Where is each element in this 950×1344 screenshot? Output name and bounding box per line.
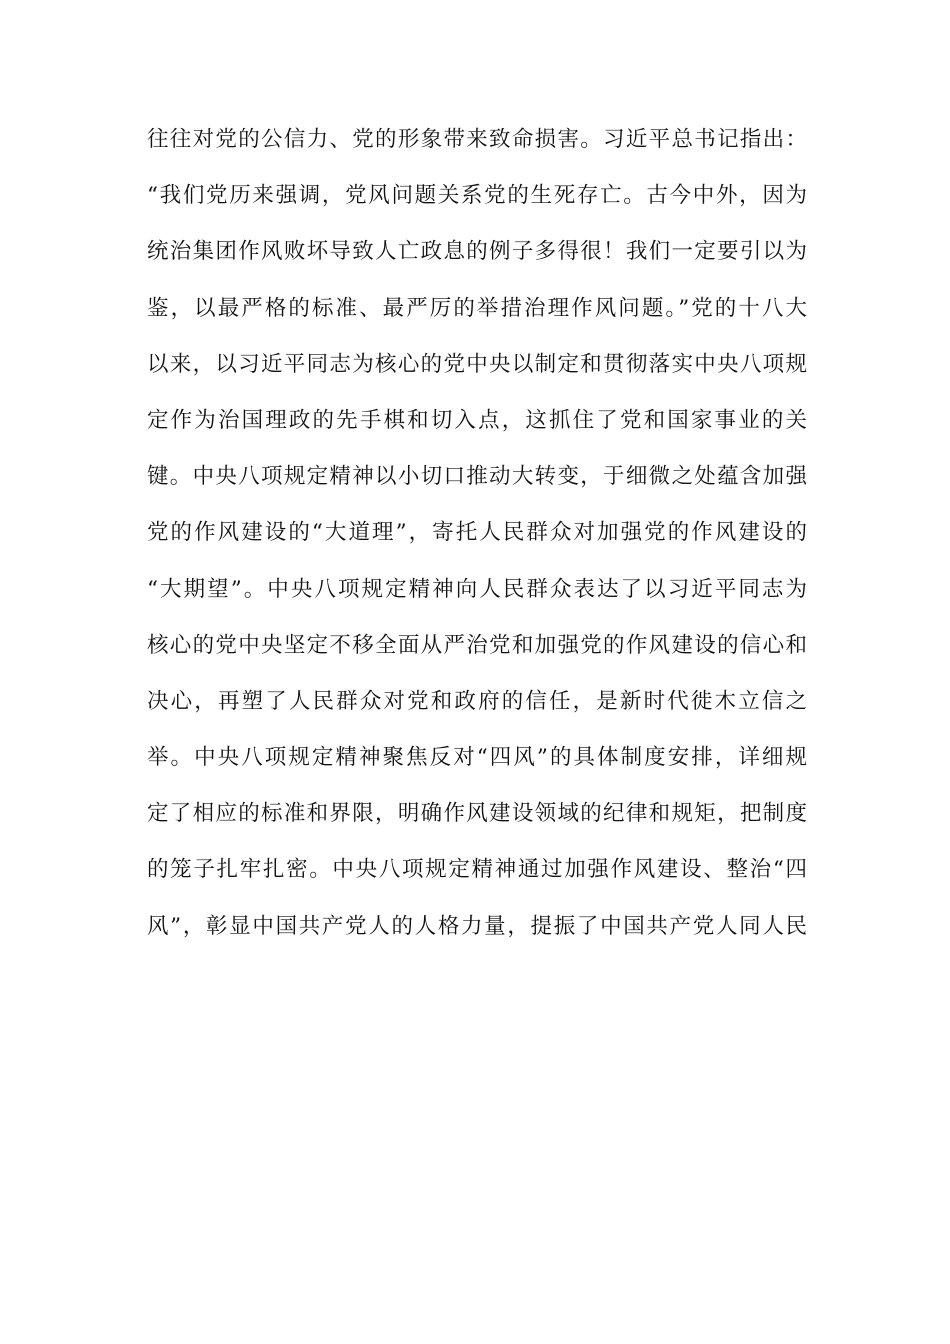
- text-line: 决心，再塑了人民群众对党和政府的信任，是新时代徙木立信之: [147, 688, 807, 714]
- text-line: 定了相应的标准和界限，明确作风建设领域的纪律和规矩，把制度: [147, 801, 807, 827]
- text-line: 统治集团作风败坏导致人亡政息的例子多得很！我们一定要引以为: [147, 239, 807, 265]
- text-line: 核心的党中央坚定不移全面从严治党和加强党的作风建设的信心和: [147, 632, 807, 658]
- text-line: 键。中央八项规定精神以小切口推动大转变，于细微之处蕴含加强: [147, 464, 807, 490]
- text-line: 往往对党的公信力、党的形象带来致命损害。习近平总书记指出：: [147, 127, 807, 152]
- text-line: “大期望”。中央八项规定精神向人民群众表达了以习近平同志为: [147, 576, 807, 602]
- text-line: 定作为治国理政的先手棋和切入点，这抓住了党和国家事业的关: [147, 407, 807, 433]
- document-body: [147, 118, 807, 961]
- text-line: 风”，彰显中国共产党人的人格力量，提振了中国共产党人同人民: [147, 913, 807, 939]
- text-line: “我们党历来强调，党风问题关系党的生死存亡。古今中外，因为: [147, 183, 807, 209]
- text-line: 党的作风建设的“大道理”，寄托人民群众对加强党的作风建设的: [147, 520, 807, 546]
- text-line: 鉴，以最严格的标准、最严厉的举措治理作风问题。”党的十八大: [147, 295, 807, 321]
- text-line: 举。中央八项规定精神聚焦反对“四风”的具体制度安排，详细规: [147, 745, 807, 771]
- text-line: 以来，以习近平同志为核心的党中央以制定和贯彻落实中央八项规: [147, 351, 807, 377]
- text-line: 的笼子扎牢扎密。中央八项规定精神通过加强作风建设、整治“四: [147, 857, 807, 883]
